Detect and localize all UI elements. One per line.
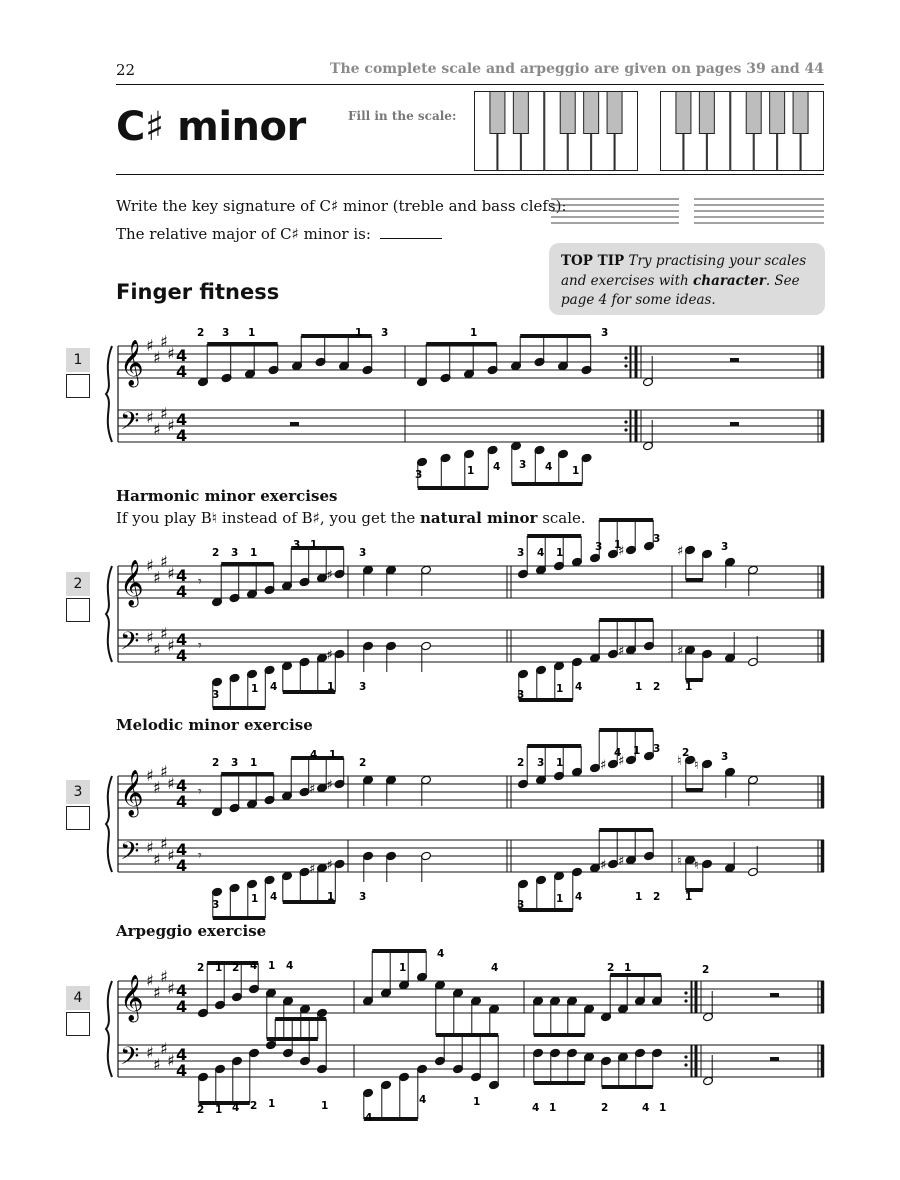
bass-sharp-icon: ♯ <box>153 640 161 659</box>
exercise-number-4: 4 <box>66 986 90 1010</box>
repeat-dot <box>624 428 627 431</box>
fingering-number: 1 <box>470 327 478 339</box>
fingering-number: 4 <box>437 948 445 960</box>
treble-time-signature-top: 4 <box>176 566 188 585</box>
bass-sharp-icon: ♯ <box>146 1043 154 1062</box>
fingering-number: 1 <box>251 683 259 695</box>
brace <box>106 346 112 442</box>
treble-sharp-icon: ♯ <box>146 556 154 575</box>
fingering-number: 3 <box>601 327 609 339</box>
music-system-3 <box>100 743 830 911</box>
sharp-sign-icon: ♯ <box>309 782 316 797</box>
treble-sharp-icon: ♯ <box>146 336 154 355</box>
fingering-number: 3 <box>293 539 301 551</box>
fingering-number: 1 <box>399 962 407 974</box>
relative-major-text: The relative major of C♯ minor is: <box>116 225 371 243</box>
exercise-number-3: 3 <box>66 780 90 804</box>
treble-time-signature-bottom: 4 <box>176 997 188 1016</box>
black-key <box>770 92 785 134</box>
fingering-number: 3 <box>381 327 389 339</box>
fingering-number: 3 <box>212 689 220 701</box>
bass-sharp-icon: ♯ <box>160 834 168 853</box>
sharp-sign-icon: ♯ <box>618 754 625 769</box>
fingering-number: 2 <box>232 962 240 974</box>
fingering-number: 4 <box>642 1102 650 1114</box>
fingering-number: 4 <box>232 1102 240 1114</box>
fingering-number: 2 <box>212 547 220 559</box>
fingering-number: 1 <box>556 683 564 695</box>
treble-sharp-icon: ♯ <box>146 971 154 990</box>
bass-time-signature-top: 4 <box>176 410 188 429</box>
repeat-dot <box>684 1063 687 1066</box>
treble-sharp-icon: ♯ <box>160 332 168 351</box>
natural-sign-icon: ♮ <box>677 754 682 769</box>
fingering-number: 2 <box>197 962 205 974</box>
fingering-number: 1 <box>473 1096 481 1108</box>
bass-key-signature-staff[interactable] <box>694 197 824 231</box>
fingering-number: 2 <box>250 1100 258 1112</box>
fingering-number: 3 <box>231 757 239 769</box>
fingering-number: 3 <box>231 547 239 559</box>
treble-clef-icon: 𝄞 <box>120 560 144 606</box>
fingering-number: 1 <box>250 757 258 769</box>
exercise-checkbox-1[interactable] <box>66 374 90 398</box>
fingering-number: 3 <box>212 899 220 911</box>
fingering-number: 2 <box>682 747 690 759</box>
fingering-number: 3 <box>537 757 545 769</box>
fingering-number: 4 <box>270 891 278 903</box>
harmonic-note-text-1: If you play B♮ instead of B♯, you get the <box>116 509 416 527</box>
fingering-number: 2 <box>197 327 205 339</box>
bass-time-signature-top: 4 <box>176 1045 188 1064</box>
fingering-number: 3 <box>653 743 661 755</box>
treble-sharp-icon: ♯ <box>160 967 168 986</box>
melodic-minor-heading: Melodic minor exercise <box>116 716 313 734</box>
harmonic-minor-heading: Harmonic minor exercises <box>116 487 338 505</box>
sharp-sign-icon: ♯ <box>677 644 684 659</box>
sharp-sign-icon: ♯ <box>326 648 333 663</box>
fingering-number: 1 <box>659 1102 667 1114</box>
fingering-number: 2 <box>212 757 220 769</box>
bass-clef-icon: 𝄢 <box>120 407 140 442</box>
bass-time-signature-bottom: 4 <box>176 646 188 665</box>
treble-sharp-icon: ♯ <box>167 979 175 998</box>
treble-key-signature-staff[interactable] <box>551 197 679 231</box>
sharp-sign-icon: ♯ <box>618 854 625 869</box>
bass-time-signature-bottom: 4 <box>176 426 188 445</box>
natural-sign-icon: ♮ <box>677 854 682 869</box>
header-note: The complete scale and arpeggio are given on pages 39 and 44 <box>330 61 824 77</box>
eighth-rest-icon: 𝄾 <box>198 574 202 590</box>
exercise-number-1: 1 <box>66 348 90 372</box>
fingering-number: 1 <box>327 891 335 903</box>
fingering-number: 1 <box>250 547 258 559</box>
bass-sharp-icon: ♯ <box>160 404 168 423</box>
fingering-number: 3 <box>517 899 525 911</box>
fingering-number: 3 <box>519 459 527 471</box>
fingering-number: 3 <box>595 541 603 553</box>
fingering-number: 3 <box>721 751 729 763</box>
repeat-dot <box>624 420 627 423</box>
fingering-number: 2 <box>517 757 525 769</box>
treble-sharp-icon: ♯ <box>167 344 175 363</box>
treble-sharp-icon: ♯ <box>153 778 161 797</box>
fingering-number: 4 <box>493 461 501 473</box>
fingering-number: 4 <box>491 962 499 974</box>
fingering-number: 3 <box>721 541 729 553</box>
treble-time-signature-top: 4 <box>176 346 188 365</box>
exercise-checkbox-3[interactable] <box>66 806 90 830</box>
bass-sharp-icon: ♯ <box>167 1051 175 1070</box>
harmonic-note-bold: natural minor <box>420 509 538 527</box>
repeat-dot <box>684 991 687 994</box>
brace <box>106 566 112 662</box>
sharp-sign-icon: ♯ <box>326 568 333 583</box>
arpeggio-heading: Arpeggio exercise <box>116 922 267 940</box>
fill-in-label: Fill in the scale: <box>348 109 457 123</box>
half-rest-icon <box>730 358 739 362</box>
treble-time-signature-top: 4 <box>176 776 188 795</box>
bass-sharp-icon: ♯ <box>153 1055 161 1074</box>
treble-time-signature-bottom: 4 <box>176 362 188 381</box>
fingering-number: 2 <box>359 757 367 769</box>
black-key <box>793 92 808 134</box>
brace <box>106 776 112 872</box>
relative-major-question <box>116 225 442 243</box>
fingering-number: 1 <box>633 745 641 757</box>
title-divider <box>116 174 824 175</box>
fingering-number: 1 <box>556 893 564 905</box>
fingering-number: 1 <box>329 749 337 761</box>
fingering-number: 1 <box>215 1104 223 1116</box>
treble-sharp-icon: ♯ <box>167 774 175 793</box>
fingering-number: 1 <box>635 681 643 693</box>
treble-sharp-icon: ♯ <box>146 766 154 785</box>
treble-sharp-icon: ♯ <box>160 552 168 571</box>
header-divider <box>116 84 824 85</box>
fingering-number: 1 <box>614 539 622 551</box>
fingering-number: 1 <box>635 891 643 903</box>
fingering-number: 2 <box>607 962 615 974</box>
half-rest-icon <box>770 993 779 997</box>
fingering-number: 1 <box>572 465 580 477</box>
fingering-number: 1 <box>251 893 259 905</box>
fingering-number: 1 <box>215 962 223 974</box>
exercise-checkbox-2[interactable] <box>66 598 90 622</box>
black-key <box>560 92 575 134</box>
fingering-number: 1 <box>327 681 335 693</box>
half-rest-icon <box>290 422 299 426</box>
fingering-number: 2 <box>653 681 661 693</box>
bass-sharp-icon: ♯ <box>167 846 175 865</box>
fingering-number: 3 <box>653 533 661 545</box>
top-tip-text-1: Try practising your scales and exercises with <box>561 253 807 289</box>
bass-sharp-icon: ♯ <box>146 628 154 647</box>
top-tip-box <box>549 243 825 315</box>
harmonic-note <box>116 509 586 527</box>
sharp-sign-icon: ♯ <box>600 858 607 873</box>
page-number: 22 <box>116 61 136 79</box>
treble-clef-icon: 𝄞 <box>120 340 144 386</box>
bass-clef-icon: 𝄢 <box>120 1042 140 1077</box>
bass-time-signature-bottom: 4 <box>176 856 188 875</box>
treble-clef-icon: 𝄞 <box>120 975 144 1021</box>
fingering-number: 1 <box>556 757 564 769</box>
fingering-number: 3 <box>359 891 367 903</box>
sharp-sign-icon: ♯ <box>309 862 316 877</box>
eighth-rest-icon: 𝄾 <box>198 638 202 654</box>
fingering-number: 1 <box>321 1100 329 1112</box>
fingering-number: 1 <box>310 539 318 551</box>
treble-sharp-icon: ♯ <box>153 348 161 367</box>
key-signature-question: Write the key signature of C♯ minor (treble and bass clefs): <box>116 197 567 215</box>
fingering-number: 2 <box>653 891 661 903</box>
black-key <box>584 92 599 134</box>
fingering-number: 1 <box>685 891 693 903</box>
bass-time-signature-bottom: 4 <box>176 1061 188 1080</box>
fingering-number: 4 <box>250 960 258 972</box>
bass-time-signature-top: 4 <box>176 840 188 859</box>
keyboard-diagram-left[interactable] <box>474 91 638 171</box>
fingering-number: 4 <box>614 747 622 759</box>
repeat-dot <box>624 356 627 359</box>
fingering-number: 3 <box>359 681 367 693</box>
fingering-number: 1 <box>624 962 632 974</box>
fingering-number: 2 <box>702 964 710 976</box>
fingering-number: 3 <box>222 327 230 339</box>
bass-sharp-icon: ♯ <box>167 416 175 435</box>
black-key <box>607 92 622 134</box>
bass-clef-icon: 𝄢 <box>120 627 140 662</box>
fingering-number: 4 <box>419 1094 427 1106</box>
sharp-sign-icon: ♯ <box>677 544 684 559</box>
treble-sharp-icon: ♯ <box>160 762 168 781</box>
treble-sharp-icon: ♯ <box>153 568 161 587</box>
repeat-dot <box>624 364 627 367</box>
black-key <box>490 92 505 134</box>
bass-sharp-icon: ♯ <box>160 1039 168 1058</box>
fingering-number: 4 <box>575 681 583 693</box>
fingering-number: 3 <box>415 469 423 481</box>
fingering-number: 3 <box>517 547 525 559</box>
repeat-dot <box>684 999 687 1002</box>
fingering-number: 1 <box>556 547 564 559</box>
bass-time-signature-top: 4 <box>176 630 188 649</box>
music-system-4 <box>100 948 830 1124</box>
treble-time-signature-bottom: 4 <box>176 582 188 601</box>
fingering-number: 4 <box>365 1112 373 1124</box>
bass-sharp-icon: ♯ <box>167 636 175 655</box>
fingering-number: 4 <box>545 461 553 473</box>
black-key <box>746 92 761 134</box>
bass-sharp-icon: ♯ <box>153 420 161 439</box>
top-tip-emphasis: character <box>693 272 766 289</box>
top-tip-text-2: . See page 4 for some ideas. <box>561 272 800 308</box>
eighth-rest-icon: 𝄾 <box>198 784 202 800</box>
exercise-number-2: 2 <box>66 572 90 596</box>
sharp-sign-icon: ♯ <box>618 544 625 559</box>
finger-fitness-heading: Finger fitness <box>116 280 280 304</box>
brace <box>106 981 112 1077</box>
fingering-number: 1 <box>355 327 363 339</box>
treble-sharp-icon: ♯ <box>167 564 175 583</box>
sharp-sign-icon: ♯ <box>326 858 333 873</box>
top-tip-lead: TOP TIP <box>561 253 625 269</box>
treble-clef-icon: 𝄞 <box>120 770 144 816</box>
fingering-number: 4 <box>575 891 583 903</box>
fingering-number: 3 <box>359 547 367 559</box>
exercise-checkbox-4[interactable] <box>66 1012 90 1036</box>
keyboard-diagram-right[interactable] <box>660 91 824 171</box>
page-title: C♯ minor <box>116 104 306 150</box>
half-rest-icon <box>730 422 739 426</box>
eighth-rest-icon: 𝄾 <box>198 848 202 864</box>
fingering-number: 2 <box>601 1102 609 1114</box>
music-system-1 <box>100 320 830 481</box>
relative-major-answer-blank[interactable] <box>380 229 442 239</box>
sharp-sign-icon: ♯ <box>326 778 333 793</box>
harmonic-note-text-2: scale. <box>542 509 586 527</box>
treble-sharp-icon: ♯ <box>153 983 161 1002</box>
repeat-dot <box>684 1055 687 1058</box>
fingering-number: 1 <box>549 1102 557 1114</box>
natural-sign-icon: ♮ <box>694 858 699 873</box>
black-key <box>513 92 528 134</box>
treble-time-signature-top: 4 <box>176 981 188 1000</box>
fingering-number: 1 <box>685 681 693 693</box>
fingering-number: 3 <box>517 689 525 701</box>
half-rest-icon <box>770 1057 779 1061</box>
natural-sign-icon: ♮ <box>694 758 699 773</box>
bass-sharp-icon: ♯ <box>146 838 154 857</box>
fingering-number: 4 <box>537 547 545 559</box>
fingering-number: 4 <box>286 960 294 972</box>
bass-sharp-icon: ♯ <box>146 408 154 427</box>
fingering-number: 1 <box>248 327 256 339</box>
fingering-number: 4 <box>270 681 278 693</box>
fingering-number: 1 <box>268 1098 276 1110</box>
bass-clef-icon: 𝄢 <box>120 837 140 872</box>
black-key <box>676 92 691 134</box>
fingering-number: 4 <box>310 749 318 761</box>
fingering-number: 4 <box>532 1102 540 1114</box>
black-key <box>699 92 714 134</box>
bass-sharp-icon: ♯ <box>160 624 168 643</box>
sharp-sign-icon: ♯ <box>600 758 607 773</box>
treble-time-signature-bottom: 4 <box>176 792 188 811</box>
fingering-number: 2 <box>197 1104 205 1116</box>
music-system-2 <box>100 533 830 701</box>
sharp-sign-icon: ♯ <box>618 644 625 659</box>
fingering-number: 1 <box>268 960 276 972</box>
fingering-number: 1 <box>467 465 475 477</box>
bass-sharp-icon: ♯ <box>153 850 161 869</box>
